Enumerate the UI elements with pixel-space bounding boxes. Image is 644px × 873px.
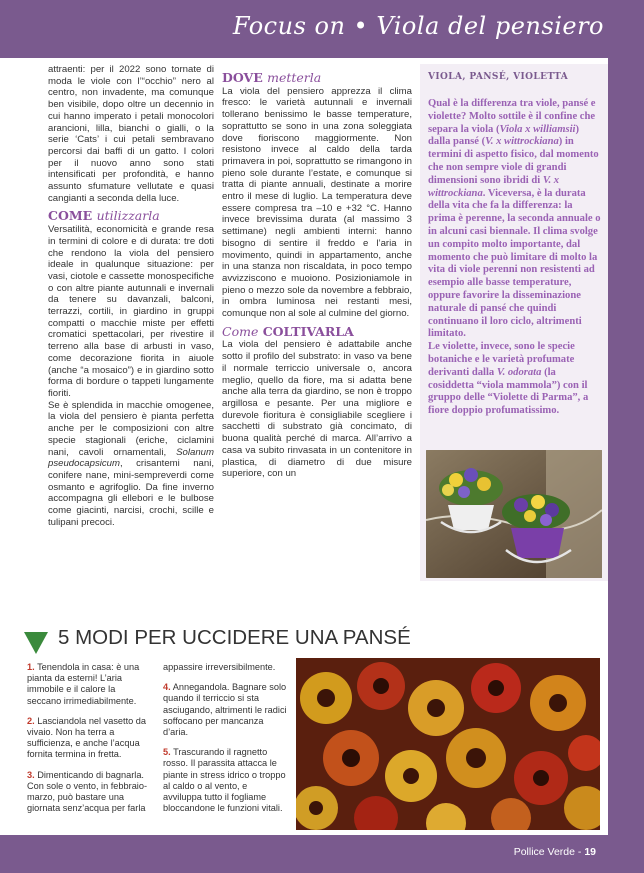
tips-column-2 xyxy=(163,662,288,823)
sidebar-t6: (la cosiddetta “viola mammola”) con il gruppo delle “Violette di Parma”, a fiore doppio profumatissimo. xyxy=(428,366,589,417)
page-header xyxy=(0,0,644,58)
article-column-2 xyxy=(222,64,412,480)
tip-number: 5. xyxy=(163,747,171,758)
section-heading-dove-metterla xyxy=(222,72,412,84)
heading-word-1: COME xyxy=(48,208,93,224)
tip-number: 3. xyxy=(27,769,35,780)
col1-paragraph-3 xyxy=(48,400,214,529)
heading-word-2: metterla xyxy=(267,70,322,85)
article-column-1 xyxy=(48,64,214,528)
heading-word-2: COLTIVARLA xyxy=(262,323,354,339)
pansy-pots-photo xyxy=(426,450,602,578)
pansy-flowers-photo xyxy=(296,658,600,830)
tip-item xyxy=(27,716,152,761)
col1-paragraph-1: attraenti: per il 2022 sono tornate di moda le viole con l’“occhio” nero al centro, non invadente, ma comunque ben visibile, dopo oltre un decennio in cui hanno imperato i petali monocolori arancioni, lilla, bianchi o gialli, o la serie ‘Cats’ i cui petali sembravano percorsi dai baffi di un gatto. I colori per il nuovo anno sono stati intensificati per profondità, e hanno assunto sfumature vellutate e quasi cangianti a seconda della luce. xyxy=(48,64,214,204)
tips-title-text: 5 MODI PER UCCIDERE UNA PANSÉ xyxy=(58,626,411,649)
tip-text: Lasciandola nel vasetto da vivaio. Non ha terra a sufficienza, e anche l’acqua fornita termina in fretta. xyxy=(27,715,147,760)
sidebar-t1-italic: Viola x williamsii xyxy=(499,123,576,135)
tip-text: appassire irreversibilmente. xyxy=(163,662,276,672)
heading-word-2: utilizzarla xyxy=(96,208,160,224)
pansy-flowers-illustration xyxy=(296,658,600,830)
sidebar-text xyxy=(428,98,602,418)
page-footer xyxy=(514,846,596,858)
tip-item xyxy=(27,770,152,815)
triangle-marker-icon xyxy=(24,632,48,654)
section-heading-come-coltivarla xyxy=(222,323,412,339)
header-title: Focus on • Viola del pensiero xyxy=(232,12,604,40)
heading-word-1: DOVE xyxy=(222,70,263,85)
col1-paragraph-2: Versatilità, economicità e grande resa in termini di colore e di durata: tre doti che rendono la viola del pensiero ideale in qualunque situazione: per vasi, ciotole e cassette monospecifiche o con altre piante autunnali e invernali da tenere su davanzali, balconi, terrazzi, cortili, in giardino in gruppi compatti o macchie miste per effetti cromatici spettacolari, per rivestire il terreno alla base di arbusti in vaso, come decorazione fiorita in aiuole (anche “a mosaico”) e in giardino sotto forma di bordure o tappeti lungamente fioriti. xyxy=(48,224,214,399)
tip-number: 1. xyxy=(27,662,35,672)
col1-p3-part-b: , crisantemi nani, conifere nane, mini-sempreverdi come osmanto e agrifoglio. Da fine inverno accompagna gli ellebori e le bulbose come giacinti, narcisi, crochi, scille e tulipani precoci. xyxy=(48,458,214,528)
tip-text: Dimenticando di bagnarla. Con sole o vento, in febbraio-marzo, può bastare una giornata senz’acqua per farla xyxy=(27,769,148,814)
sidebar-t4: . Viceversa, è la durata della vita che fa la differenza: la prima è perenne, la seconda annuale o in alcuni casi biennale. Il clima svolge un compito molto importante, dal momento che può limitare di molto la vita di viole perenni non resistenti ad esempio alle basse temperature, oppure favorire la disseminazione naturale di pansé che quindi continuano il loro ciclo, altrimenti limitato. xyxy=(428,187,601,340)
col2-paragraph-1: La viola del pensiero apprezza il clima fresco: le varietà autunnali e invernali tollerano benissimo le basse temperature, soprattutto se sono in una zona soleggiata dove fioriscono maggiormente. Non resistono invece al caldo della tarda primavera in poi, soprattutto se rimangono in pieno sole durante l’estate, e comunque si tratta di piante annuali, destinate a morire entro il mese di luglio. La temperatura deve essere compresa tra –10 e +32 °C. Hanno invece brevissima durata (al massimo 3 settimane) negli ambienti interni: hanno bisogno di sentire il freddo e l’aria in movimento, quindi in appartamento, anche in una stanza non riscaldata, in poco tempo avvizziscono e muoiono. Posizioniamole in pieno o mezzo sole da novembre a febbraio, in ombra luminosa nei restanti mesi, comunque non al sole al culmine del giorno. xyxy=(222,85,412,320)
magazine-name: Pollice Verde - xyxy=(513,846,585,858)
tip-item xyxy=(163,682,288,738)
tip-item-continuation xyxy=(163,662,288,673)
pansy-pots-illustration xyxy=(426,450,602,578)
sidebar-t5-italic: V. odorata xyxy=(496,366,542,378)
tip-text: Tenendola in casa: è una pianta da esterni! L’aria immobile e il calore la seccano irrimediabilmente. xyxy=(27,662,140,706)
tip-number: 2. xyxy=(27,715,35,726)
heading-word-1: Come xyxy=(222,323,259,339)
tips-column-1 xyxy=(27,662,152,823)
tip-number: 4. xyxy=(163,682,171,693)
sidebar-t3-italic: V. x wittrockiana xyxy=(428,174,560,199)
sidebar-title: VIOLA, PANSÉ, VIOLETTA xyxy=(428,72,569,82)
sidebar-t2: ) dalla pansé ( xyxy=(428,123,579,148)
tip-text: Trascurando il ragnetto rosso. Il parassita attacca le piante in stress idrico o troppo al caldo o al vento, e avviluppa tutto il fogliame bloccandone le funzioni vitali. xyxy=(163,747,286,814)
col1-p3-part-a: Se è splendida in macchie omogenee, la viola del pensiero è pianta perfetta anche per le composizioni con altre specie stagionali (eriche, ciclamini nani, cavoli ornamentali, xyxy=(48,399,214,458)
sidebar-t2-italic: V. x wittrockiana xyxy=(485,136,559,148)
sidebar-t5: Le violette, invece, sono le specie botaniche e le varietà profumate derivanti dalla xyxy=(428,341,575,378)
tip-item xyxy=(27,662,152,707)
tip-item xyxy=(163,747,288,814)
tip-text: Annegandola. Bagnare solo quando il terriccio si sta asciugando, altrimenti le radici soffocano per mancanza d’aria. xyxy=(163,682,287,738)
col2-paragraph-2: La viola del pensiero è adattabile anche sotto il profilo del substrato: in vaso va bene il normale terriccio universale o, ancora meglio, quello da fiore, ma si adatta bene anche alla terra da giardino, se non è troppo argillosa e pesante. Per una migliore e durevole fioritura è consigliabile scegliere i sacchetti di substrato già concimato, di buona qualità perché di marca. All’arrivo a casa va subito rinvasata in un contenitore in plastica, di diametro di due misure superiore, con un xyxy=(222,339,412,480)
col1-p3-italic: Solanum pseudocapsicum xyxy=(48,446,214,470)
sidebar-t3: ) in termini di aspetto fisico, dal momento che non sempre viole di grandi dimensioni sono ibridi di xyxy=(428,136,599,186)
section-heading-come-utilizzarla xyxy=(48,210,214,222)
page-number: 19 xyxy=(584,846,596,858)
sidebar-box xyxy=(420,64,608,581)
sidebar-t1: Qual è la differenza tra viole, pansé e violette? Molto sottile è il confine che separa la viola ( xyxy=(428,98,596,135)
